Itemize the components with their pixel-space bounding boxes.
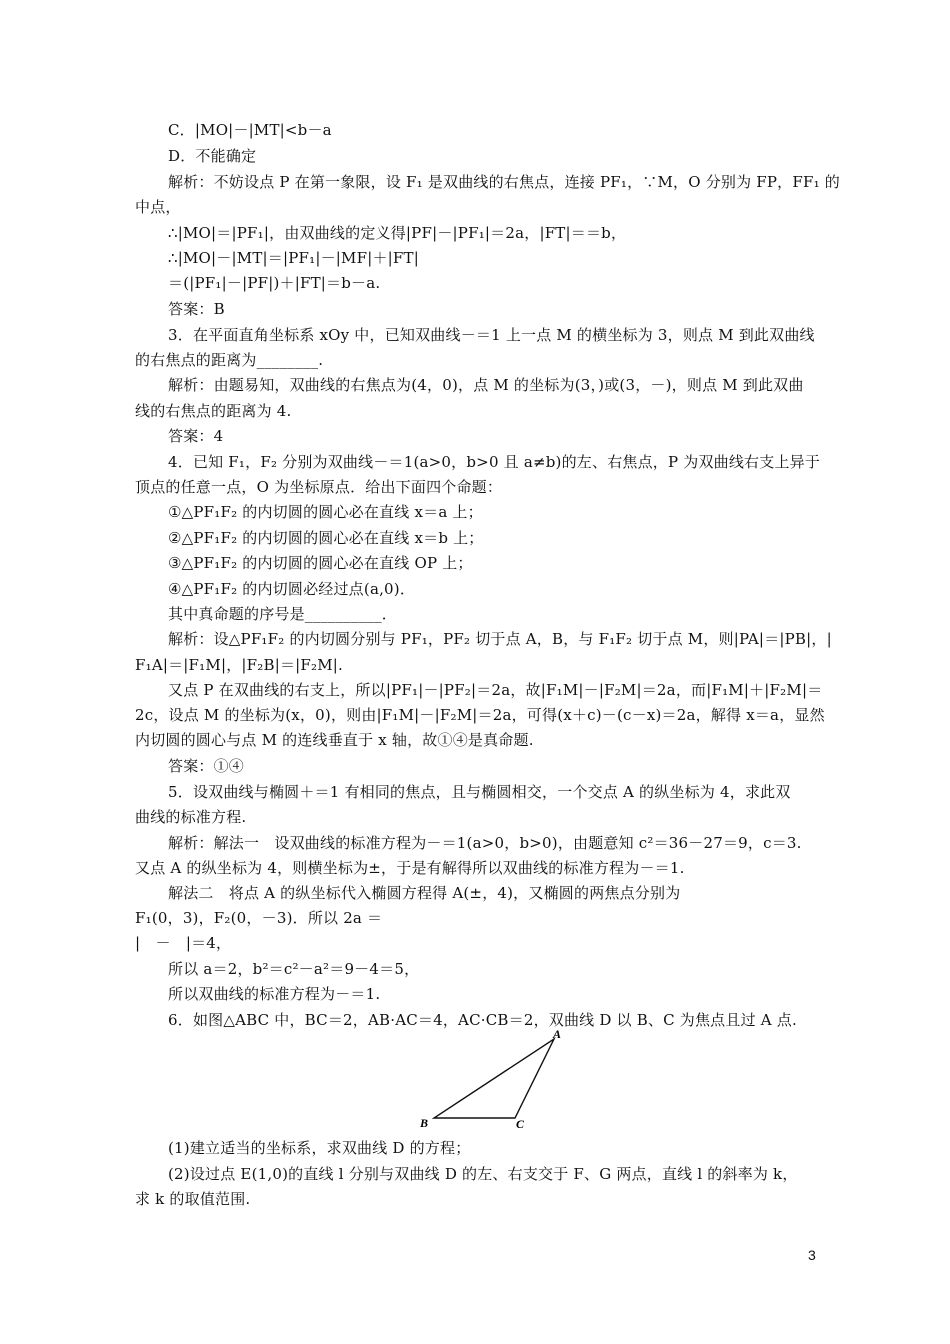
- text-line: 内切圆的圆心与点 M 的连线垂直于 x 轴，故①④是真命题.: [135, 731, 534, 749]
- question-line: 4．已知 F₁，F₂ 分别为双曲线－＝1(a>0，b>0 且 a≠b)的左、右焦点，P 为双曲线右支上异于: [168, 453, 821, 471]
- text-line: D．不能确定: [168, 147, 257, 165]
- text-line: 解析：解法一 设双曲线的标准方程为－＝1(a>0，b>0)，由题意知 c²＝36－27＝9，c＝3.: [168, 834, 802, 852]
- question-line: 3．在平面直角坐标系 xOy 中，已知双曲线－＝1 上一点 M 的横坐标为 3，则点 M 到此双曲线: [168, 326, 815, 344]
- answer-line: 答案：①④: [168, 757, 245, 775]
- vertex-label-b: B: [420, 1116, 429, 1130]
- text-line: 解析：不妨设点 P 在第一象限，设 F₁ 是双曲线的右焦点，连接 PF₁，∵M，O 分别为 FP，FF₁ 的: [168, 173, 840, 191]
- question-line: 6．如图△ABC 中，BC＝2，AB·AC＝4，AC·CB＝2，双曲线 D 以 B、C 为焦点且过 A 点.: [168, 1011, 797, 1029]
- text-line: F₁A|＝|F₁M|，|F₂B|＝|F₂M|.: [135, 656, 344, 674]
- text-line: 解析：由题易知，双曲线的右焦点为(4，0)，点 M 的坐标为(3，)或(3，－)，则点 M 到此双曲: [168, 376, 804, 394]
- subquestion-line: (2)设过点 E(1,0)的直线 l 分别与双曲线 D 的左、右支交于 F、G 两点，直线 l 的斜率为 k，: [168, 1165, 798, 1183]
- text-line: ④△PF₁F₂ 的内切圆必经过点(a,0)．: [168, 580, 416, 598]
- text-line: 其中真命题的序号是__________．: [168, 605, 398, 623]
- text-line: | － |＝4，: [135, 934, 232, 952]
- text-line: 所以 a＝2，b²＝c²－a²＝9－4＝5，: [168, 960, 420, 978]
- text-line: ∴|MO|＝|PF₁|，由双曲线的定义得|PF|－|PF₁|＝2a，|FT|＝＝b，: [168, 224, 627, 242]
- triangle-abc-figure: [410, 1024, 580, 1134]
- text-line: 顶点的任意一点，O 为坐标原点．给出下面四个命题：: [135, 478, 503, 496]
- answer-line: 答案：B: [168, 300, 225, 318]
- text-line: ①△PF₁F₂ 的内切圆的圆心必在直线 x＝a 上；: [168, 503, 483, 521]
- page-number: 3: [808, 1247, 816, 1263]
- text-line: 线的右焦点的距离为 4.: [135, 402, 292, 420]
- text-line: 中点，: [135, 198, 181, 216]
- text-line: 2c，设点 M 的坐标为(x，0)，则由|F₁M|－|F₂M|＝2a，可得(x＋c)－(c－x)＝2a，解得 x＝a，显然: [135, 706, 825, 724]
- text-line: C．|MO|－|MT|<b－a: [168, 121, 332, 139]
- text-line: F₁(0，3)，F₂(0，－3)．所以 2a ＝: [135, 909, 383, 927]
- text-line: 所以双曲线的标准方程为－＝1.: [168, 985, 381, 1003]
- text-line: 的右焦点的距离为________.: [135, 351, 324, 369]
- text-line: 解法二 将点 A 的纵坐标代入椭圆方程得 A(±，4)，又椭圆的两焦点分别为: [168, 884, 681, 902]
- subquestion-line: (1)建立适当的坐标系，求双曲线 D 的方程；: [168, 1139, 471, 1157]
- vertex-label-a: A: [553, 1027, 562, 1041]
- vertex-label-c: C: [516, 1117, 525, 1131]
- text-line: 求 k 的取值范围.: [135, 1190, 251, 1208]
- text-line: 解析：设△PF₁F₂ 的内切圆分别与 PF₁，PF₂ 切于点 A，B，与 F₁F₂ 切于点 M，则|PA|＝|PB|，|: [168, 630, 832, 648]
- text-line: ∴|MO|－|MT|＝|PF₁|－|MF|＋|FT|: [168, 249, 419, 267]
- text-line: 又点 A 的纵坐标为 4，则横坐标为±，于是有解得所以双曲线的标准方程为－＝1.: [135, 859, 685, 877]
- question-line: 5．设双曲线与椭圆＋＝1 有相同的焦点，且与椭圆相交，一个交点 A 的纵坐标为 4，求此双: [168, 783, 791, 801]
- triangle-abc: [434, 1039, 554, 1118]
- text-line: 曲线的标准方程.: [135, 808, 247, 826]
- answer-line: 答案：4: [168, 427, 224, 445]
- text-line: ②△PF₁F₂ 的内切圆的圆心必在直线 x＝b 上；: [168, 529, 484, 547]
- text-line: 又点 P 在双曲线的右支上，所以|PF₁|－|PF₂|＝2a，故|F₁M|－|F₂M|＝2a，而|F₁M|＋|F₂M|＝: [168, 681, 823, 699]
- text-line: ＝(|PF₁|－|PF|)＋|FT|＝b－a.: [168, 274, 381, 292]
- text-line: ③△PF₁F₂ 的内切圆的圆心必在直线 OP 上；: [168, 554, 473, 572]
